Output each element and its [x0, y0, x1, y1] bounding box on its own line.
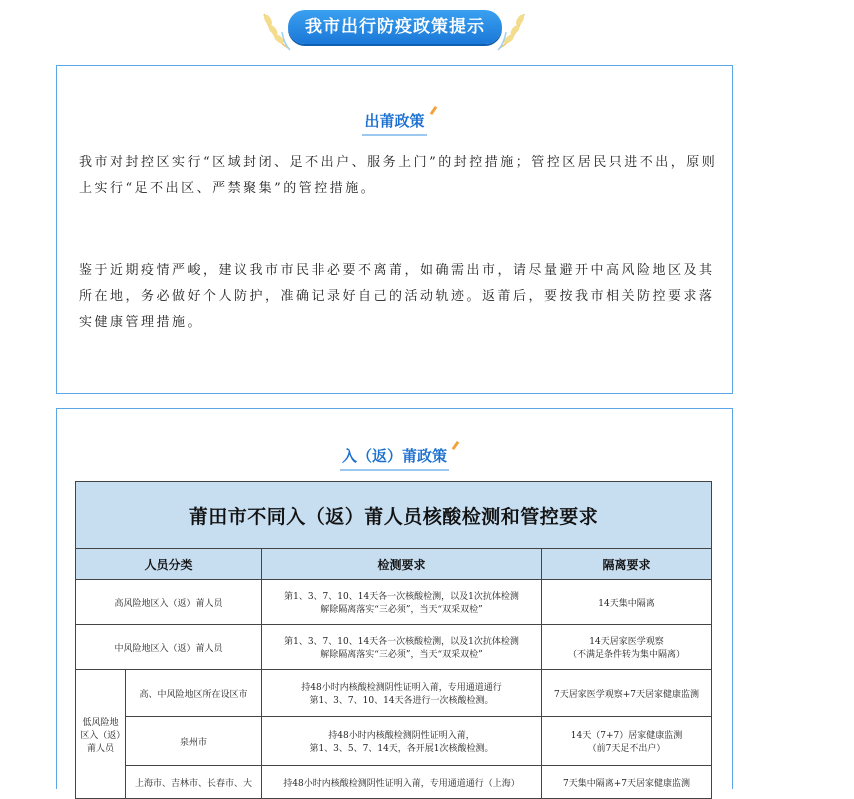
isolation-requirement: 14天居家医学观察 （不满足条件转为集中隔离）: [542, 625, 712, 670]
row-subcategory: 泉州市: [126, 717, 262, 766]
row-category: 高风险地区入（返）莆人员: [76, 580, 262, 625]
row-subcategory: 上海市、吉林市、长春市、大: [126, 766, 262, 799]
header-banner: [0, 0, 854, 56]
test-requirement: 第1、3、7、10、14天各一次核酸检测，以及1次抗体检测 解除隔离落实“三必须”，当天“双采双检”: [262, 580, 542, 625]
table-row: [76, 717, 712, 766]
column-header: 人员分类: [76, 549, 262, 580]
test-requirement: 第1、3、7、10、14天各一次核酸检测，以及1次抗体检测 解除隔离落实“三必须”，当天“双采双检”: [262, 625, 542, 670]
outbound-paragraph-2: 鉴于近期疫情严峻，建议我市市民非必要不离莆，如确需出市，请尽量避开中高风险地区及其所在地，务必做好个人防护，准确记录好自己的活动轨迹。返莆后，要按我市相关防控要求落实健康管理措施。: [79, 263, 715, 330]
table-row: [76, 670, 712, 717]
test-requirement: 持48小时内核酸检测阴性证明入莆， 第1、3、5、7、14天，各开展1次核酸检测。: [262, 717, 542, 766]
outbound-paragraph-1: 我市对封控区实行“区域封闭、足不出户、服务上门”的封控措施；管控区居民只进不出，原则上实行“足不出区、严禁聚集”的管控措施。: [79, 155, 718, 196]
table-caption: 莆田市不同入（返）莆人员核酸检测和管控要求: [76, 482, 712, 549]
low-risk-group-label: 低风险地区入（返）莆人员: [76, 670, 126, 799]
outbound-section-title: 出莆政策: [57, 110, 732, 136]
column-header: 检测要求: [262, 549, 542, 580]
inbound-requirements-table: [75, 481, 712, 799]
table-row: [76, 580, 712, 625]
isolation-requirement: 7天居家医学观察+7天居家健康监测: [542, 670, 712, 717]
table-caption-row: [76, 482, 712, 549]
inbound-policy-panel: [56, 408, 733, 789]
isolation-requirement: 7天集中隔离+7天居家健康监测: [542, 766, 712, 799]
row-subcategory: 高、中风险地区所在设区市: [126, 670, 262, 717]
table-row: [76, 766, 712, 799]
column-header: 隔离要求: [542, 549, 712, 580]
outbound-policy-panel: [56, 65, 733, 394]
row-category: 中风险地区入（返）莆人员: [76, 625, 262, 670]
wheat-decoration-icon: [496, 8, 530, 52]
inbound-section-title: 入（返）莆政策: [57, 445, 732, 471]
wheat-decoration-icon: [258, 8, 292, 52]
isolation-requirement: 14天集中隔离: [542, 580, 712, 625]
page-title: 我市出行防疫政策提示: [288, 10, 502, 44]
table-row: [76, 625, 712, 670]
isolation-requirement: 14天（7+7）居家健康监测 （前7天足不出户）: [542, 717, 712, 766]
test-requirement: 持48小时内核酸检测阴性证明入莆，专用通道通行 第1、3、7、10、14天各进行一次核酸检测。: [262, 670, 542, 717]
table-header-row: [76, 549, 712, 580]
test-requirement: 持48小时内核酸检测阴性证明入莆，专用通道通行（上海）: [262, 766, 542, 799]
